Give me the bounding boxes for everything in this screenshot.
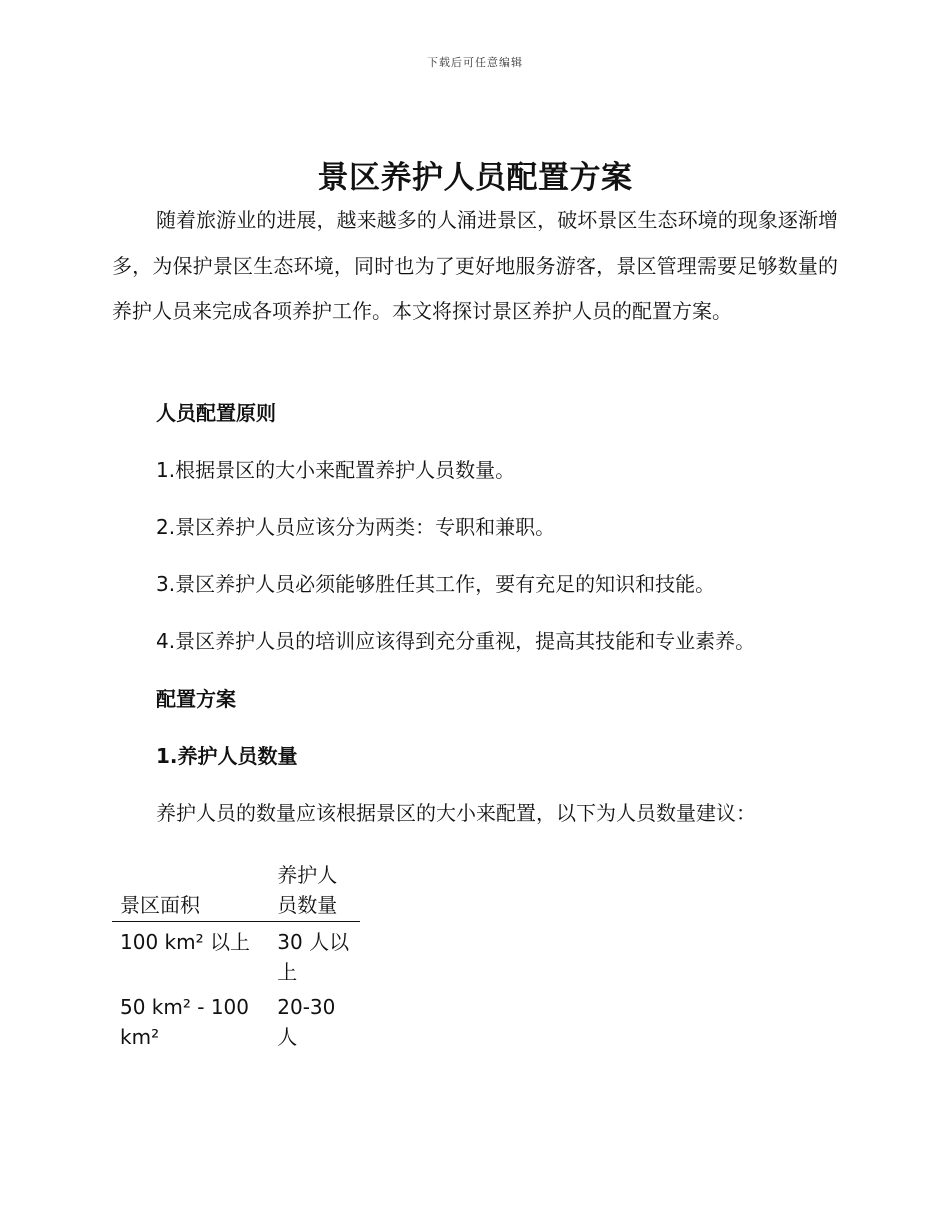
table-row [112, 922, 360, 988]
table-header-staff: 养护人员数量 [269, 858, 360, 922]
staff-count-table [112, 858, 360, 1052]
section-heading-principles: 人员配置原则 [156, 401, 276, 425]
table-cell-area: 100 km² 以上 [120, 930, 250, 954]
table-cell-area: 50 km² - 100 km² [120, 995, 249, 1049]
section-heading-plan: 配置方案 [156, 687, 236, 711]
document-title: 景区养护人员配置方案 [317, 160, 633, 196]
subheading-staff-count: 1.养护人员数量 [156, 744, 298, 768]
table-row [112, 987, 360, 1052]
intro-paragraph: 随着旅游业的进展，越来越多的人涌进景区，破坏景区生态环境的现象逐渐增多，为保护景区生态环境，同时也为了更好地服务游客，景区管理需要足够数量的养护人员来完成各项养护工作。本文将探讨景区养护人员的配置方案。 [112, 208, 838, 323]
principle-item-3: 3.景区养护人员必须能够胜任其工作，要有充足的知识和技能。 [156, 572, 716, 596]
table-header-row [112, 858, 360, 922]
table-cell-staff: 20-30 人 [277, 995, 336, 1049]
header-note: 下载后可任意编辑 [427, 56, 523, 69]
principle-item-1: 1.根据景区的大小来配置养护人员数量。 [156, 458, 516, 482]
table-cell-staff: 30 人以上 [277, 930, 350, 984]
table-header-area: 景区面积 [112, 858, 269, 922]
principle-item-2: 2.景区养护人员应该分为两类：专职和兼职。 [156, 515, 556, 539]
staff-count-paragraph: 养护人员的数量应该根据景区的大小来配置，以下为人员数量建议： [156, 801, 756, 825]
principle-item-4: 4.景区养护人员的培训应该得到充分重视，提高其技能和专业素养。 [156, 629, 756, 653]
